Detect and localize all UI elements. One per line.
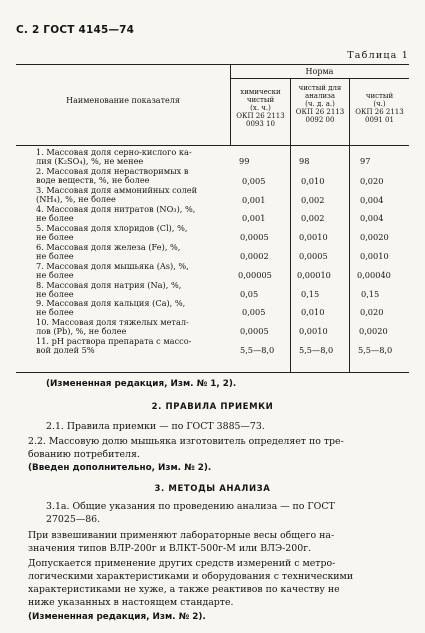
- row-value: 0,00005: [238, 270, 272, 280]
- row-value: 0,010: [301, 176, 325, 186]
- row-value: 0,004: [360, 195, 384, 205]
- row-name: 2. Массовая доля нерастворимых в воде веществ, %, не более: [36, 166, 189, 186]
- row-name: 5. Массовая доля хлоридов (Cl), %, не более: [36, 223, 188, 243]
- row-name: 4. Массовая доля нитратов (NO₃), %, не более: [36, 204, 196, 224]
- row-value: 0,0005: [240, 326, 269, 336]
- row-value: 0,010: [301, 307, 325, 317]
- grade-header-2: [291, 84, 349, 124]
- row-value: 0,0005: [299, 251, 328, 261]
- row-name: 8. Массовая доля натрия (Na), %, не более: [36, 280, 182, 300]
- grade-abbr-3: (ч.): [373, 100, 386, 108]
- grade-abbr-2: (ч. д. а.): [305, 100, 335, 108]
- row-value: 99: [239, 156, 250, 166]
- row-value: 0,002: [301, 195, 325, 205]
- row-value: 0,15: [301, 289, 320, 299]
- norm-header-rule: [230, 78, 409, 79]
- grade-name-1: химически чистый: [240, 88, 281, 104]
- row-value: 0,004: [360, 213, 384, 223]
- paragraph-weighing: При взвешивании применяют лабораторные весы общего на- значения типов ВЛР-200г и ВЛКТ-500г-М или ВЛЭ-200г.: [28, 530, 335, 554]
- row-value: 0,005: [242, 307, 266, 317]
- table-label: Таблица 1: [347, 50, 409, 61]
- row-value: 0,0010: [299, 326, 328, 336]
- paragraph-3-1a: 3.1а. Общие указания по проведению анализа — по ГОСТ 27025—86.: [46, 501, 335, 525]
- row-name: 10. Массовая доля тяжелых метал- лов (Pb), %, не более: [36, 317, 189, 337]
- row-name: 9. Массовая доля кальция (Ca), %, не более: [36, 298, 186, 318]
- grade-header-1: [231, 88, 290, 128]
- row-value: 0,0010: [299, 232, 328, 242]
- row-name: 3. Массовая доля аммонийных солей (NH₄), %, не более: [36, 185, 198, 205]
- row-value: 0,002: [301, 213, 325, 223]
- row-name: 11. pH раствора препарата с массо- вой долей 5%: [36, 336, 192, 356]
- paragraph-2-2: 2.2. Массовую долю мышьяка изготовитель определяет по тре- бованию потребителя.: [28, 436, 344, 460]
- row-value: 0,020: [360, 176, 384, 186]
- row-name: 6. Массовая доля железа (Fe), %, не более: [36, 242, 181, 262]
- row-value: 0,05: [240, 289, 259, 299]
- row-value: 0,15: [361, 289, 380, 299]
- row-value: 0,0002: [240, 251, 269, 261]
- row-value: 0,00040: [357, 270, 391, 280]
- row-value: 0,001: [242, 195, 266, 205]
- grade-name-3: чистый: [365, 92, 394, 100]
- section-2-title: 2. ПРАВИЛА ПРИЕМКИ: [151, 402, 274, 412]
- table-header-bottom-rule: [16, 145, 409, 146]
- row-name: 1. Массовая доля серно-кислого ка- лия (K₂SO₄), %, не менее: [36, 147, 192, 167]
- row-value: 0,00010: [297, 270, 331, 280]
- row-value: 5,5—8,0: [358, 345, 393, 355]
- section-3-title: 3. МЕТОДЫ АНАЛИЗА: [154, 484, 271, 494]
- row-name: 7. Массовая доля мышьяка (As), %, не более: [36, 261, 189, 281]
- page-header: С. 2 ГОСТ 4145—74: [16, 24, 135, 36]
- grade-okp-2: ОКП 26 2113 0092 00: [295, 108, 345, 124]
- row-value: 0,020: [360, 307, 384, 317]
- row-value: 98: [299, 156, 310, 166]
- row-value: 0,001: [242, 213, 266, 223]
- row-value: 97: [360, 156, 371, 166]
- row-value: 0,0005: [240, 232, 269, 242]
- row-value: 0,0010: [360, 251, 389, 261]
- paragraph-2-1: 2.1. Правила приемки — по ГОСТ 3885—73.: [46, 421, 265, 432]
- amendment-note-3: (Измененная редакция, Изм. № 2).: [28, 612, 206, 622]
- row-value: 5,5—8,0: [299, 345, 334, 355]
- name-column-header: Наименование показателя: [66, 96, 180, 105]
- norm-header: Норма: [305, 67, 334, 76]
- amendment-note-1: (Измененная редакция, Изм. № 1, 2).: [46, 379, 237, 389]
- row-value: 0,0020: [360, 232, 389, 242]
- grade-header-3: [350, 92, 409, 124]
- row-value: 0,005: [242, 176, 266, 186]
- table-top-rule: [16, 64, 409, 65]
- grade-name-2: чистый для анализа: [298, 84, 342, 100]
- table-bottom-rule: [16, 372, 409, 373]
- paragraph-alternatives: Допускается применение других средств измерений с метро- логическими характеристиками и оборудования с техническими характеристиками не хуже, а также реактивов по качеству не ниже указанных в настоящем стандарте.: [28, 558, 354, 608]
- grade-abbr-1: (х. ч.): [250, 104, 271, 112]
- grade-okp-3: ОКП 26 2113 0091 01: [355, 108, 404, 124]
- amendment-note-2: (Введен дополнительно, Изм. № 2).: [28, 463, 212, 473]
- row-value: 0,0020: [359, 326, 388, 336]
- grade-okp-1: ОКП 26 2113 0093 10: [236, 112, 285, 128]
- row-value: 5,5—8,0: [240, 345, 275, 355]
